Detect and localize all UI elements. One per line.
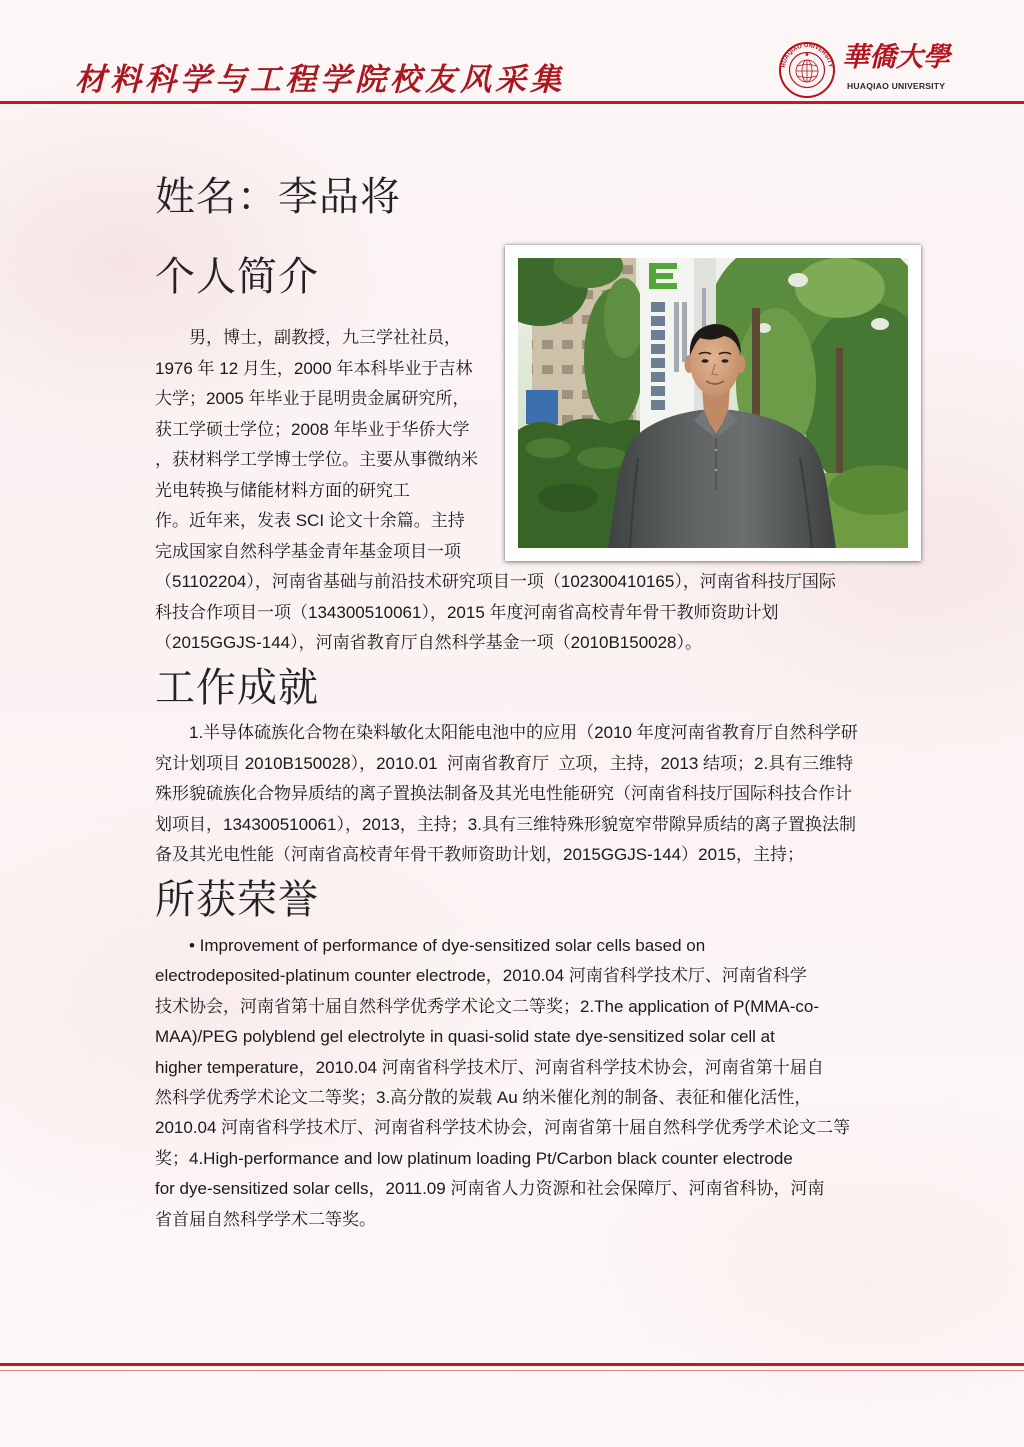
intro-line: 男，博士，副教授，九三学社社员， — [189, 328, 461, 347]
intro-line: 大学；2005 年毕业于昆明贵金属研究所， — [155, 389, 470, 408]
intro-line: ，获材料学工学博士学位。主要从事微纳米 — [155, 450, 478, 469]
achievements-line: 殊形貌硫族化合物异质结的离子置换法制备及其光电性能研究（河南省科技厅国际科技合作计 — [155, 784, 852, 803]
honors-heading: 所获荣誉 — [155, 878, 319, 922]
honors-line: electrodeposited-platinum counter electrode，2010.04 河南省科学技术厅、河南省科学 — [155, 966, 807, 986]
header-title: 材料科学与工程学院校友风采集 — [75, 62, 565, 98]
portrait-photo — [518, 258, 908, 548]
logo-name-english: HUAQIAO UNIVERSITY — [847, 81, 946, 91]
honors-line: 技术协会，河南省第十届自然科学优秀学术论文二等奖；2.The application of P(MMA-co- — [155, 996, 820, 1016]
honors-line: MAA)/PEG polyblend gel electrolyte in quasi-solid state dye-sensitized solar cell at — [155, 1027, 775, 1047]
honors-line: 奖；4.High-performance and low platinum loading Pt/Carbon black counter electrode — [155, 1148, 793, 1168]
achievements-paragraph — [155, 718, 858, 871]
honors-line: 2010.04 河南省科学技术厅、河南省科学技术协会，河南省第十届自然科学优秀学术论文二等 — [155, 1118, 851, 1138]
name-heading: 姓名：李品将 — [155, 175, 401, 219]
intro-heading: 个人简介 — [155, 255, 319, 299]
intro-line: 光电转换与储能材料方面的研究工 — [155, 480, 410, 500]
footer-divider — [0, 1363, 1024, 1366]
honors-line: 省首届自然科学学术二等奖。 — [155, 1209, 376, 1229]
achievements-line: 1.半导体硫族化合物在染料敏化太阳能电池中的应用（2010 年度河南省教育厅自然科学研 — [189, 723, 858, 742]
logo-name-chinese: 華僑大學 — [842, 42, 950, 73]
honors-line: • Improvement of performance of dye-sensitized solar cells based on — [189, 936, 706, 955]
intro-line: （2015GGJS-144），河南省教育厅自然科学基金一项（2010B150028）。 — [155, 633, 703, 652]
achievements-line: 划项目，134300510061），2013，主持；3.具有三维特殊形貌宽窄带隙异质结的离子置换法制 — [155, 814, 856, 834]
footer-divider-thin — [0, 1370, 1024, 1371]
header-divider — [0, 101, 1024, 104]
achievements-heading: 工作成就 — [155, 666, 319, 710]
achievements-line: 备及其光电性能（河南省高校青年骨干教师资助计划，2015GGJS-144）2015，主持； — [155, 845, 804, 864]
seal-globe — [796, 60, 818, 82]
honors-line: for dye-sensitized solar cells，2011.09 河南省人力资源和社会保障厅、河南省科协，河南 — [155, 1179, 825, 1199]
intro-line: 1976 年 12 月生，2000 年本科毕业于吉林 — [155, 358, 473, 378]
portrait-photo-frame — [505, 245, 921, 561]
honors-line: higher temperature，2010.04 河南省科学技术厅、河南省科学技术协会，河南省第十届自 — [155, 1057, 824, 1077]
university-seal-icon — [778, 41, 836, 99]
intro-line: 完成国家自然科学基金青年基金项目一项 — [155, 541, 461, 561]
achievements-line: 究计划项目 2010B150028），2010.01 河南省教育厅 立项，主持，2013 结项；2.具有三维特 — [155, 753, 854, 773]
photo-blue-sign — [526, 390, 558, 424]
seal-lettering-path: HUAQIAO UNIVERSITY — [780, 43, 834, 69]
honors-line: 然科学优秀学术论文二等奖；3.高分散的炭载 Au 纳米催化剂的制备、表征和催化活性， — [155, 1087, 812, 1107]
intro-line: 作。近年来，发表 SCI 论文十余篇。主持 — [155, 511, 465, 530]
intro-line: 科技合作项目一项（134300510061），2015 年度河南省高校青年骨干教师资助计划 — [155, 602, 779, 622]
intro-line: 获工学硕士学位；2008 年毕业于华侨大学 — [155, 419, 470, 439]
intro-line: （51102204），河南省基础与前沿技术研究项目一项（102300410165），河南省科技厅国际 — [155, 572, 836, 591]
seal-star — [806, 53, 809, 56]
honors-paragraph — [155, 931, 850, 1235]
